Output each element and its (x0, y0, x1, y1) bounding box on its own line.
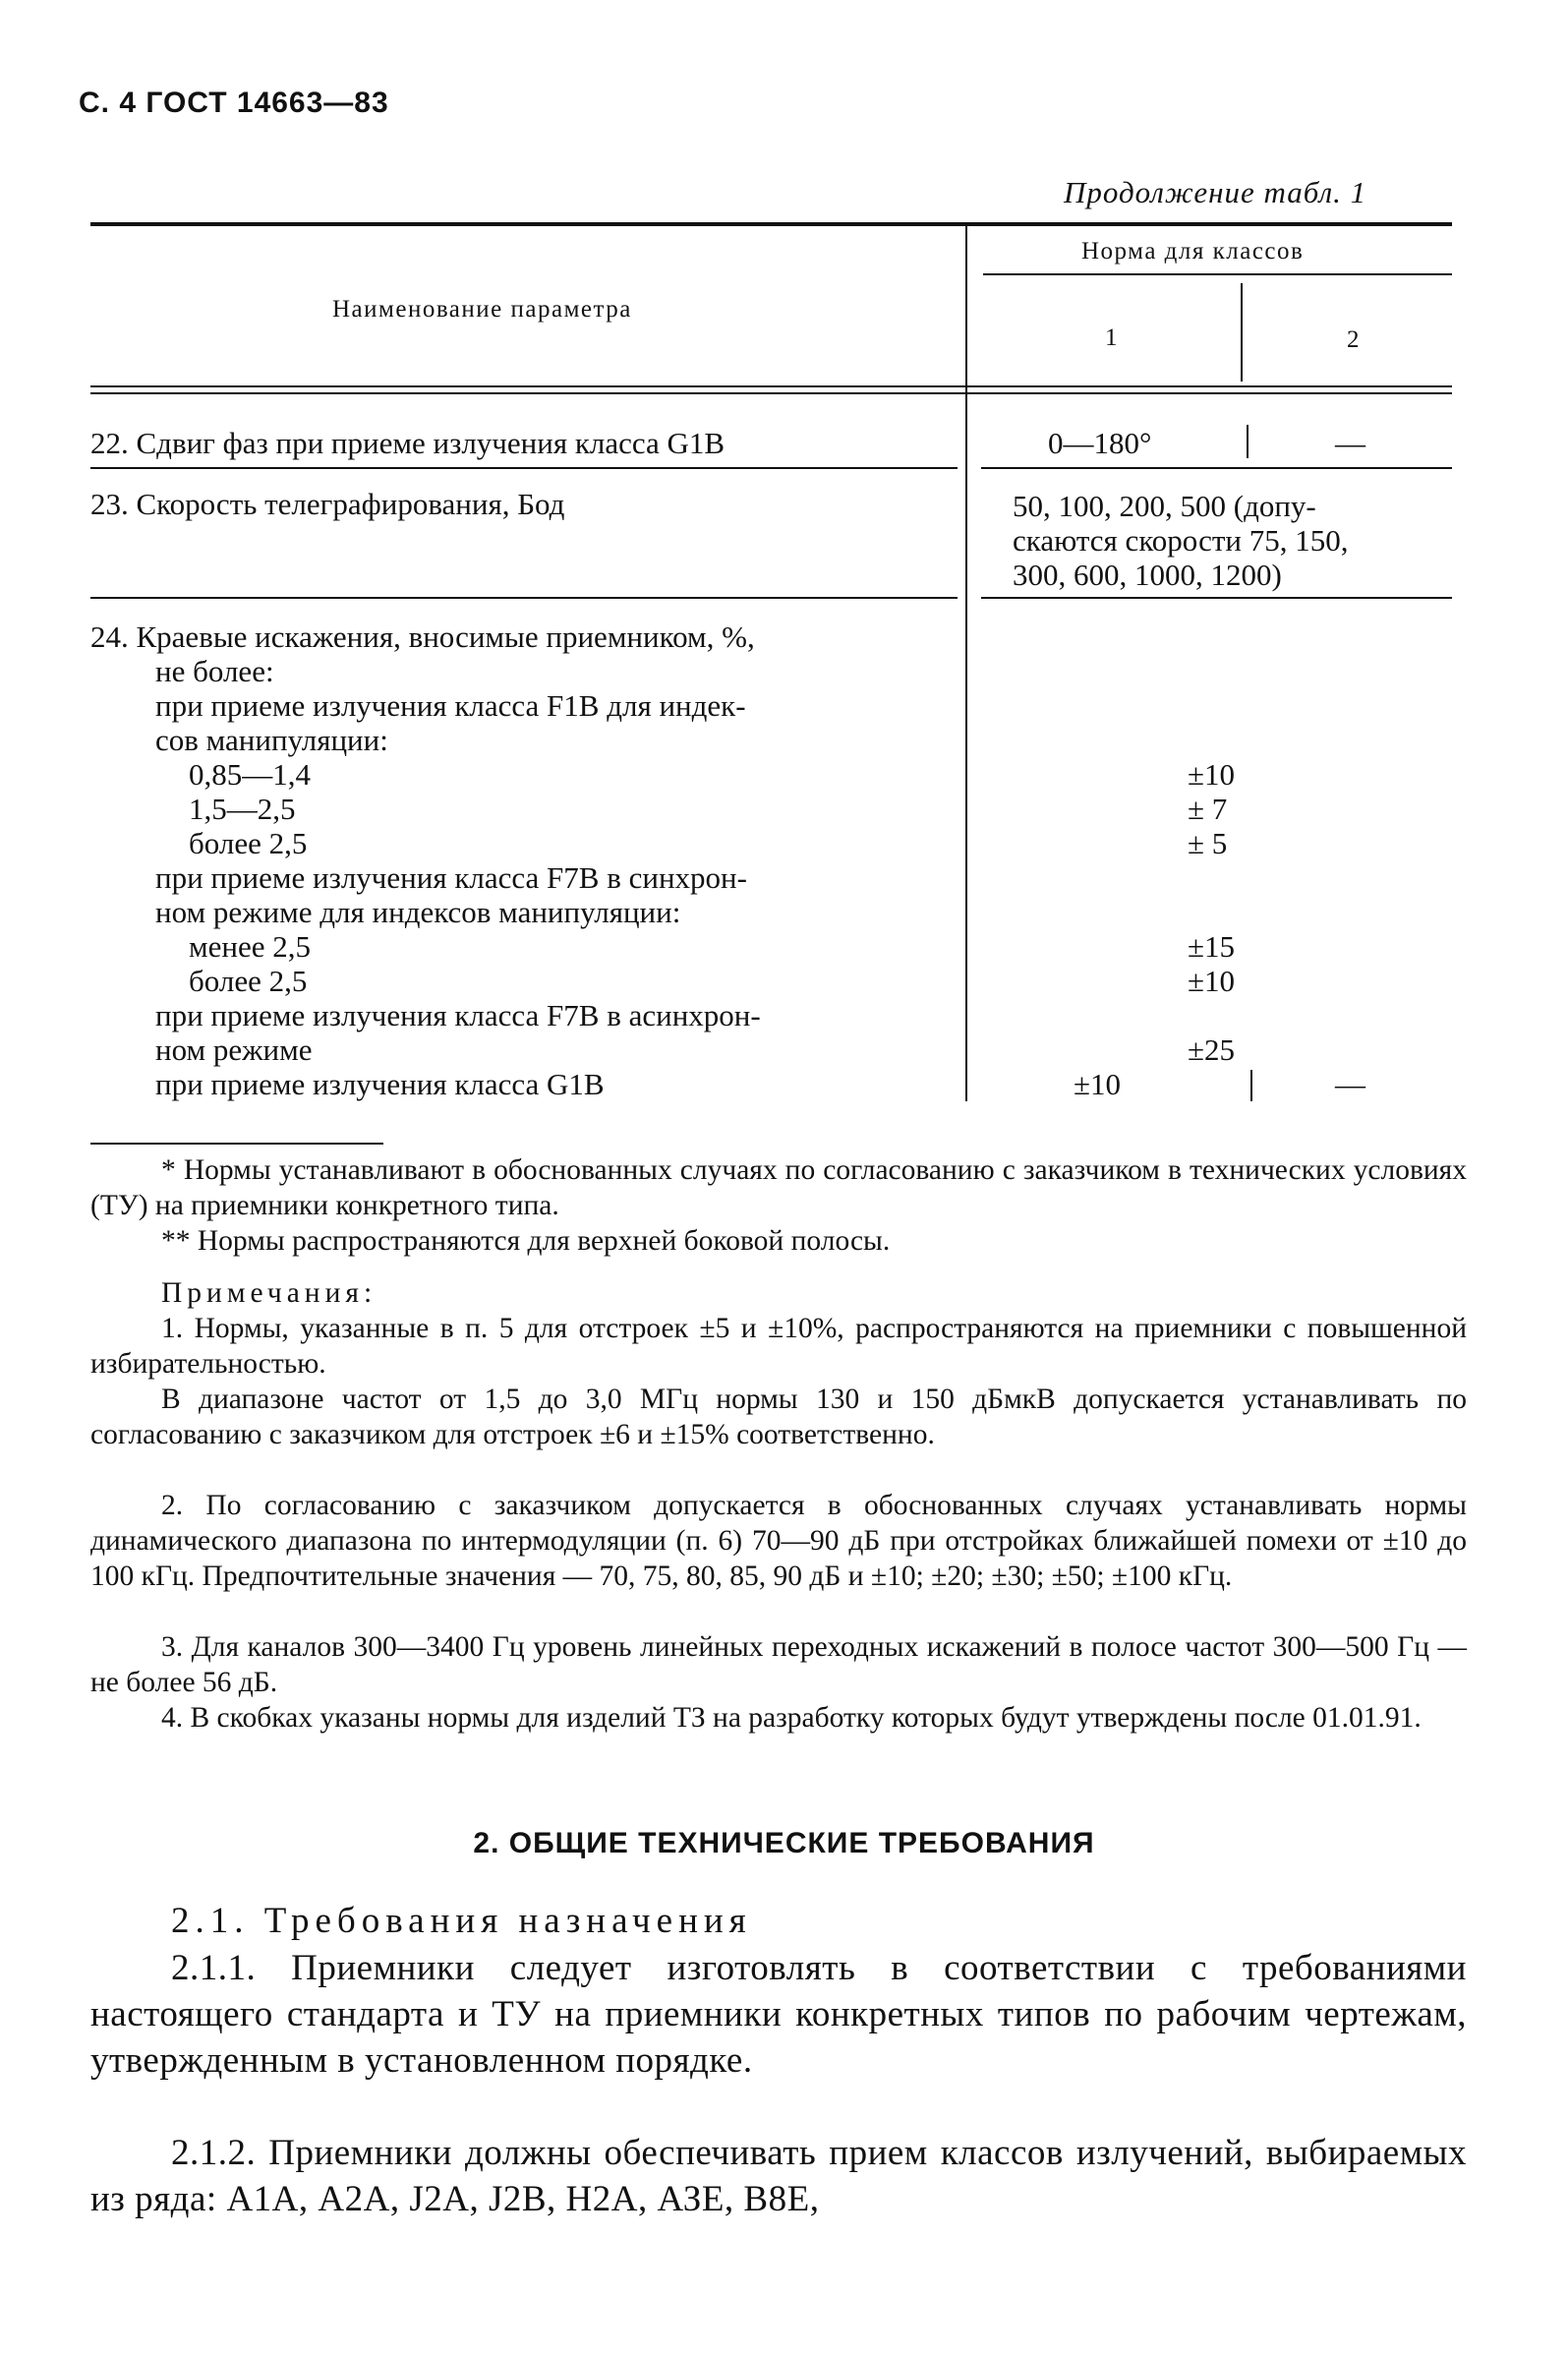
footnote-separator (90, 1143, 383, 1145)
header-double-rule-2 (90, 392, 1452, 394)
subsection-title: 2.1. Требования назначения (171, 1901, 752, 1941)
norm-header-rule (983, 273, 1452, 275)
footnote-1: * Нормы устанавливают в обоснованных случаях по согласованию с заказчиком в технических условиях (ТУ) на приемники конкретного типа. (90, 1154, 1467, 1221)
header-double-rule-1 (90, 385, 1452, 387)
row23-value-line-2: скаются скорости 75, 150, (1013, 523, 1349, 558)
table-continuation-label: Продолжение табл. 1 (1064, 175, 1367, 209)
note-4: 4. В скобках указаны нормы для изделий ТЗ на разработку которых будут утверждены после 01.01.91. (161, 1702, 1422, 1734)
row24-line: при приеме излучения класса G1B (155, 1067, 605, 1101)
row24-g1b-class2-value: — (1335, 1067, 1365, 1101)
row24-line: сов манипуляции: (155, 723, 388, 757)
note-1b: В диапазоне частот от 1,5 до 3,0 МГц нормы 130 и 150 дБмкВ допускается устанавливать по согласованию с заказчиком для отстроек ±6 и ±15% соответственно. (90, 1384, 1467, 1450)
row24-line: при приеме излучения класса F7B в асинхрон- (155, 998, 761, 1032)
row24-line: 24. Краевые искажения, вносимые приемником, %, (90, 619, 755, 654)
row24-f1b-value-3: ± 5 (1188, 826, 1228, 860)
row24-f1b-value-1: ±10 (1188, 757, 1236, 792)
row24-line: при приеме излучения класса F1B для индек- (155, 688, 746, 723)
column-class2-header: 2 (1347, 326, 1361, 353)
row24-line: более 2,5 (189, 964, 308, 998)
row22-class1-value: 0—180° (1048, 426, 1152, 460)
row23-value-line-1: 50, 100, 200, 500 (допу- (1013, 489, 1316, 523)
note-2: 2. По согласованию с заказчиком допускается в обоснованных случаях устанавливать нормы динамического диапазона по интермодуляции (п. 6) 70—90 дБ при отстройках ближайшей помехи от ±10 до 100 кГц. Предпочтительные значения — 70, 75, 80, 85, 90 дБ и ±10; ±20; ±30; ±50; ±100 кГц. (90, 1490, 1467, 1592)
row24-f7b-async-value: ±25 (1188, 1032, 1236, 1067)
footnote-2: ** Нормы распространяются для верхней боковой полосы. (161, 1225, 891, 1257)
row22-rule-right (981, 467, 1452, 469)
row24-line: 1,5—2,5 (189, 792, 296, 826)
row22-param: 22. Сдвиг фаз при приеме излучения класса G1B (90, 426, 726, 460)
row22-class2-value: — (1335, 426, 1365, 460)
section-title: 2. ОБЩИЕ ТЕХНИЧЕСКИЕ ТРЕБОВАНИЯ (473, 1827, 1095, 1859)
row24-line: не более: (155, 654, 274, 688)
row24-g1b-class1-value: ±10 (1074, 1067, 1122, 1101)
row23-param: 23. Скорость телеграфирования, Бод (90, 487, 565, 521)
row23-value-line-3: 300, 600, 1000, 1200) (1013, 558, 1282, 592)
page-header: С. 4 ГОСТ 14663—83 (79, 87, 389, 119)
row24-line: при приеме излучения класса F7B в синхрон- (155, 860, 747, 895)
row24-f7b-sync-value-1: ±15 (1188, 929, 1236, 964)
paragraph-2-1-1: 2.1.1. Приемники следует изготовлять в соответствии с требованиями настоящего стандарта и ТУ на приемники конкретных типов по рабочим чертежам, утвержденным в установленном порядке. (90, 1948, 1467, 2081)
table-divider-main (965, 224, 967, 1101)
row23-rule-left (90, 597, 958, 599)
column-class1-header: 1 (1105, 324, 1119, 351)
note-1a: 1. Нормы, указанные в п. 5 для отстроек ±5 и ±10%, распространяются на приемники с повышенной избирательностью. (90, 1313, 1467, 1380)
row24-line: ном режиме для индексов манипуляции: (155, 895, 681, 929)
row22-rule-left (90, 467, 958, 469)
notes-title: Примечания: (161, 1277, 377, 1309)
class-divider-header (1241, 283, 1243, 382)
row24-line: менее 2,5 (189, 929, 311, 964)
column-norm-header: Норма для классов (1081, 238, 1305, 265)
row23-rule-right (981, 597, 1452, 599)
paragraph-2-1-2: 2.1.2. Приемники должны обеспечивать прием классов излучений, выбираемых из ряда: А1А, А2А, J2A, J2B, Н2А, АЗЕ, В8Е, (90, 2133, 1467, 2219)
class-divider-row24 (1250, 1070, 1252, 1101)
row24-f7b-sync-value-2: ±10 (1188, 964, 1236, 998)
row24-line: ном режиме (155, 1032, 313, 1067)
row24-line: более 2,5 (189, 826, 308, 860)
table-top-rule (90, 222, 1452, 226)
column-param-header: Наименование параметра (332, 296, 632, 323)
row24-line: 0,85—1,4 (189, 757, 311, 792)
note-3: 3. Для каналов 300—3400 Гц уровень линейных переходных искажений в полосе частот 300—500 Гц — не более 56 дБ. (90, 1631, 1467, 1698)
row24-f1b-value-2: ± 7 (1188, 792, 1228, 826)
class-divider-row22 (1247, 425, 1249, 458)
